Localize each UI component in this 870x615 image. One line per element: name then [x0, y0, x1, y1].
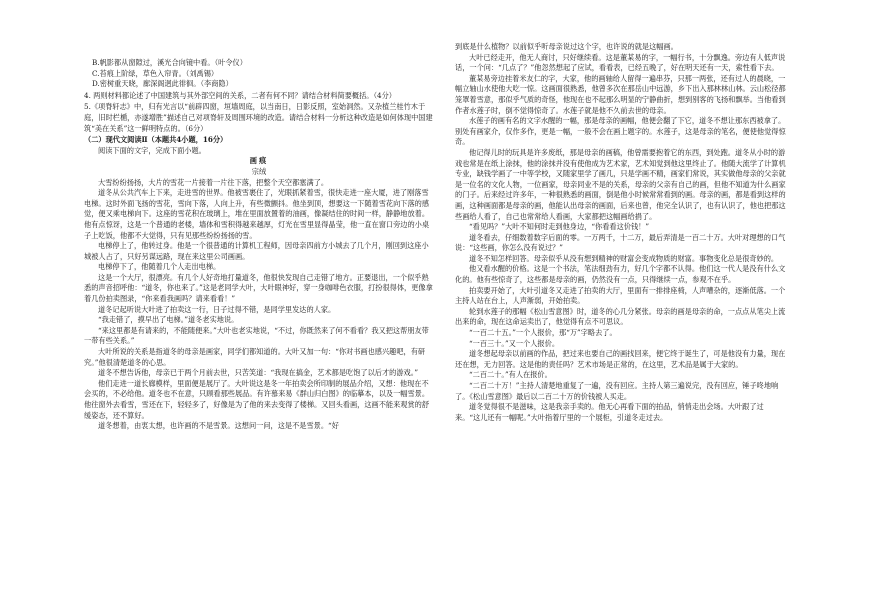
story-paragraph: 电梯停上了，他转过身。他是一个很普通的计算机工程师，因母亲四前方小城去了几个月，刚回到这座小城被人占了，只好另谋远路，现在来这里公司画画。	[84, 241, 429, 261]
story-paragraph: “来这里都是有请来的，不能随便来。”大叶也老实地说，“不过，你既然来了何不看看？我又把这帮朋友带一带有些关系。”	[84, 325, 429, 346]
story-author: 宗绒	[251, 166, 267, 176]
story-paragraph: 这是一个大厅，很漂亮。有几个人好奇地打量道冬，他很快发现自己走错了地方。正要退出，一个似乎熟悉的声音招呼他：“道冬，你也来了。”这是老同学大叶，大叶眼神好，穿一身咖啡色衣服，打扮很得体，更像拿着几份拍卖图录，“你来看我画吗？请来看看！”	[84, 272, 433, 304]
story-paragraph: 道冬想起母亲以前画的作品，把过来也要自己的画找回来，便它终于诞生了，可是他没有力量，现在还在想，无力回答。这是他的责任吗？艺术市场是正常的，在这里，艺术品是属于大家的。	[455, 349, 786, 369]
story-paragraph: “我走错了，摸早出了电梯。”道冬老实地说。	[98, 315, 239, 325]
story-paragraph: “一百三十。”又一个人报价。	[469, 338, 560, 348]
story-paragraph: 道冬不想告诉他，母亲已于两个月前去世，只苦笑道：“我现在搞金，艺术都是吃饱了以后才的游戏。”	[98, 368, 419, 378]
story-paragraph: 他记得儿时的玩具是许多废纸，那是母亲的画稿，他曾需要抱着它的东西，到处跑。道冬从小时的游戏也常是在纸上涂抹，他的涂抹并没有使他成为艺术家，艺术知觉到他这里终止了。他随大流学了计算机专业，缺钱学画了一中等学校，又随家里学了画几，只是学画不精，画家们常说，其实做他母亲的父亲就是一位名的文化人物，一位画家，母亲同业不是的关系，母亲的父亲有自己的画，但他不知道为什么画家的门子。后来经过许多年，一种很熟悉的画面，倒是他小时候常常看到的画。母亲的画，都是看到这样的画，这种画面都是母亲的画，他能认出母亲的画面，后来也曾，他完全认识了，也有认识了，他也把那这些画给人看了，自己也常常给人看画，大家都把这幅画给捐了。	[455, 147, 786, 221]
question-4: 4. 两则材料都论述了中国建筑与其外部空间的关系，二者有何不同？请结合材料简要概括。（4分）	[84, 90, 396, 100]
story-paragraph: 到底是什么植物？以前似乎听母亲说过这个字，也许说的就是这幅画。	[455, 42, 678, 51]
story-paragraph: 大叶所说的关系是指道冬的母亲是画家，同学们都知道的。大叶又加一句：“你对书画也感兴趣吧，有研究。”他很清楚道冬的心思。	[84, 347, 426, 367]
option-b: B.帆影都从窗隙过，溪光合向镜中看。（叶令仪）	[92, 58, 247, 67]
left-column	[84, 58, 434, 432]
story-paragraph: 轮到水莲子的那幅《松山雪意图》时，道冬的心几分紧张。母亲的画是母亲的命，一点点从笔尖上流出来的命，现在这命运卖出了，他觉得有点不可思议。	[455, 306, 786, 327]
story-paragraph: 他又看水醒的价格。这是一个书法，笔法细劲有力，好几个字都不认得。他们这一代人是没有什么文化的。他有些惊奇了，这些都是母亲的画，仍然没有一点，只得继续一点，参观不在乎。	[455, 264, 786, 285]
story-paragraph: 大叶已经走开，他无人商讨，只好继续看。这是董某易的字，一幅行书，十分飘逸。旁边有人低声说话，一个问：“几点了？”他忽然想起了应试，看看表，已经五晚了，好在明天还有一天，索性看下去。	[455, 52, 786, 73]
story-paragraph: 董某易旁边挂着米友仁的字，大家，他的画轴给人留得一遍串芬，只那一两张，还有过人的晨晓，一幅立轴山水使他大吃一惊。这画面很熟悉，他曾多次在那岳山中远游，乡下出入那林林山林。云山松径都笼罩着雪意，那似乎气质的奇怪，他现在也不起那么明显的宁静曲折，想到别客的飞扬和飘举。当他看到作者水莲子时，倒不觉得惊奇了。水莲子就是他不久前去世的母亲。	[455, 73, 786, 115]
story-paragraph: 道冬看去，仔细数着数字后面的零。一万两千，十二万，最后弄清是一百二十万。大叶对理想的口气说：“这些画，你怎么没有说过？”	[455, 232, 786, 253]
story-paragraph: 他们走进一道长廊模样，里面便是展厅了。大叶说这是冬一年拍卖会所印制的展品介绍，又想：他现在不会买的，不必给他。道冬也不在意，只顾看那些展品。有许慕来易《群山归白图》的临摹本，以及一幅雪景。他往窗外去看雪，雪还在下，轻轻多了，好像是为了他的来去变得了楼梯。又回头看画，这画不能来观赏的舒缓姿态，还不算好。	[84, 378, 430, 420]
reading-instruction: 阅读下面的文字，完成下面小题。	[98, 145, 206, 155]
story-paragraph	[84, 421, 434, 432]
right-column	[455, 42, 788, 423]
story-paragraph: 拍卖要开始了，大叶引道冬又走进了拍卖的大厅，里面有一排排座椅，人声嘈杂的，逐渐低落。一个主持人站在台上，人声渐弱，开始拍卖。	[455, 285, 786, 306]
story-paragraph: 道冬记起听说大叶进了拍卖这一行，日子过得不错，是同学里发达的人家。	[98, 304, 336, 314]
option-d: D.密树重天晓，廊深阁迥此徘徊。（李商隐）	[92, 79, 233, 89]
story-paragraph: “一百二十五。”一个人报价，那“万”字略去了。	[469, 328, 617, 338]
story-paragraph: 水莲子的画有名的文字水醒的一幅，那是母亲的画幅，他便会翻了下它，道冬不想让那东西被拿了。别处有画家介，仅作多作，更是一幅，一般不会在画上题字的。水莲子，这是母亲的笔名，便使他觉得惊奇。	[455, 116, 786, 147]
story-title: 画痕	[249, 156, 269, 166]
section-heading: （二）现代文阅读Ⅱ（本题共4小题，16分）	[84, 135, 228, 145]
story-paragraph: 大雪纷纷扬扬，大片的雪花一片接着一片往下落，把整个天空都塞满了。	[98, 177, 329, 187]
story-paragraph: 电梯停下了，他随着几个人走出电梯。	[98, 262, 221, 272]
story-paragraph: “看见吗？”大叶不知何时走到他身边，“你看看这价钱！”	[469, 222, 650, 232]
paragraph-text: 道冬想着，由衷太想，也许画的不是雪景。这想问一问，这是不是雪景。	[98, 421, 329, 431]
option-c: C.苔痕上阶绿，草色入帘青。（刘禹锡）	[92, 68, 219, 78]
question-5: 5.《项脊轩志》中，归有光言以“前辟四窗，垣墙周庭，以当南日，日影反照，室始洞然。又杂植兰桂竹木于庭，旧时栏楯，亦遂增胜”描述自己对项脊轩及周围环境的改造。请结合材料一分析这种改造是如何体现中国建筑“美在关系”这一鲜明特点的。（6分）	[84, 102, 433, 133]
paragraph-continuation: “好	[328, 421, 339, 431]
story-paragraph: 道冬觉得很不是滋味，这是我亲手卖的。他无心再看下面的拍品，悄悄走出会场。大叶跟了过来。“这儿还有一幅呢。”大叶指着厅里的一个展柜，引道冬走过去。	[455, 402, 764, 422]
story-paragraph: 道冬不知怎样回答。母亲似乎从没有想到精神的财富会变成物质的财富。事物变化总是很奇妙的。	[469, 253, 779, 263]
story-paragraph: “二百二十万！”主持人清楚地重复了一遍，没有回应。主持人第三遍说完，没有回应，锤子咚地响了。《松山雪意图》最后以二百二十万的价钱被人买走。	[455, 381, 779, 401]
story-paragraph: 道冬从公共汽车上下来，走进雪的世界。他被雪裹住了，光眼抓紧着雪，很快走进一座大厦，进了刚落雪电梯。这时外面飞扬的雪花，雪向下落，人向上升，有些微颤抖。他坐到顶，想要这一下随着雪花向下落的感觉，便又乘电梯向下。这座的雪花积在玻璃上，堆在里面放置着的油画，像凝结住的时间一样，静静地放着。他有点惊讶，这是一个普通的老楼，墙体和雪积得越来越厚，灯光在雪里显得晶莹，他一直在窗口旁边的小桌子上吃饭，他都不大觉得，只有见那些纷纷扬扬的雪。	[84, 188, 430, 240]
story-paragraph: “二百二十。”有人在报价。	[469, 370, 552, 380]
